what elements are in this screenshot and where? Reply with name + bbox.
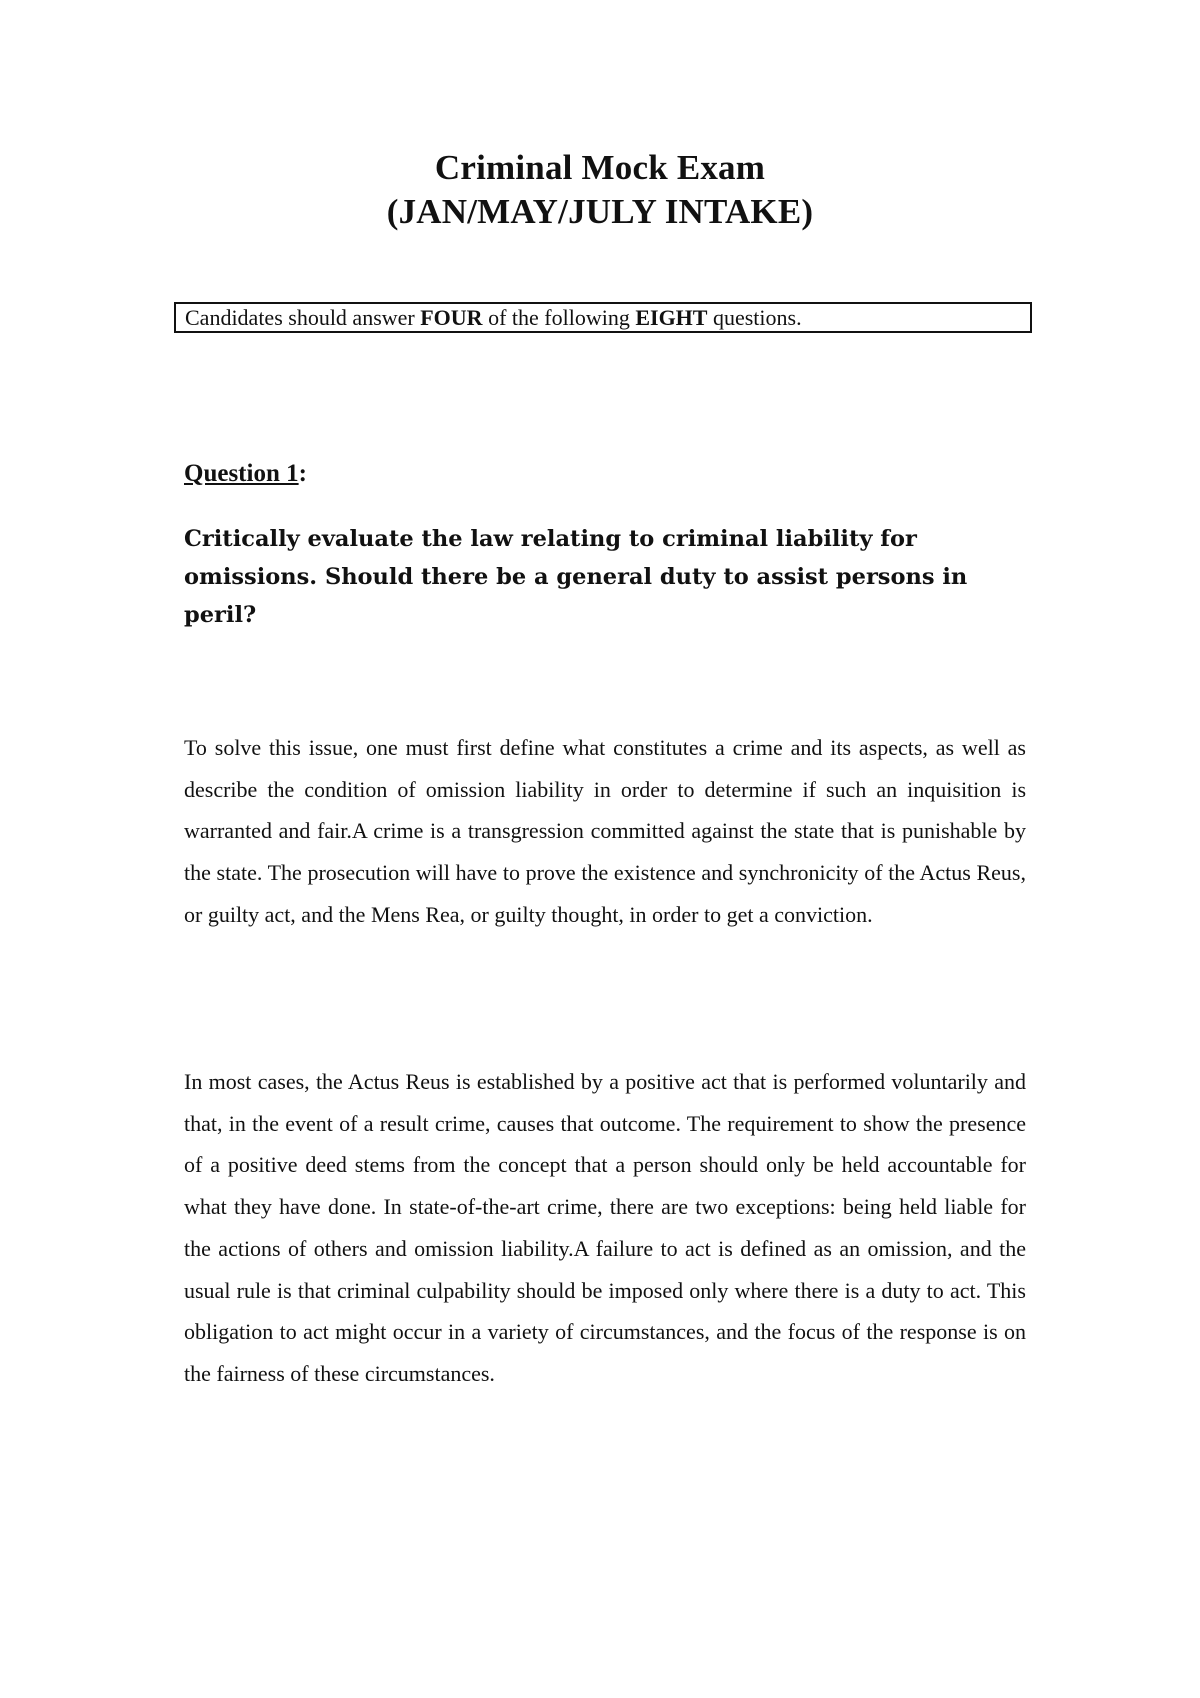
answer-paragraph: In most cases, the Actus Reus is established by a positive act that is performed voluntarily and that, in the event of a result crime, causes that outcome. The requirement to show the presence of a positive deed stems from the concept that a person should only be held accountable for what they have done. In state-of-the-art crime, there are two exceptions: being held liable for the actions of others and omission liability.A failure to act is defined as an omission, and the usual rule is that criminal culpability should be imposed only where there is a duty to act. This obligation to act might occur in a variety of circumstances, and the focus of the response is on the fairness of these circumstances. (184, 1069, 1026, 1386)
instruction-count-chosen: FOUR (420, 305, 483, 330)
page-title: Criminal Mock Exam (434, 148, 766, 187)
question-text: Critically evaluate the law relating to criminal liability for omissions. Should there be a general duty to assist persons in peril? (184, 526, 968, 628)
instruction-middle: of the following (482, 305, 636, 330)
question-label: Question 1 (184, 460, 299, 487)
question-heading (184, 458, 307, 490)
answer-paragraph: To solve this issue, one must first define what constitutes a crime and its aspects, as well as describe the condition of omission liability in order to determine if such an inquisition is warranted and fair.A crime is a transgression committed against the state that is punishable by the state. The prosecution will have to prove the existence and synchronicity of the Actus Reus, or guilty act, and the Mens Rea, or guilty thought, in order to get a conviction. (184, 735, 1026, 927)
instruction-count-total: EIGHT (635, 305, 708, 330)
page-subtitle: (JAN/MAY/JULY INTAKE) (386, 192, 814, 231)
instruction-suffix: questions. (707, 305, 802, 330)
question-colon: : (298, 460, 307, 487)
instruction-prefix: Candidates should answer (185, 305, 421, 330)
instruction-box (174, 302, 1032, 333)
